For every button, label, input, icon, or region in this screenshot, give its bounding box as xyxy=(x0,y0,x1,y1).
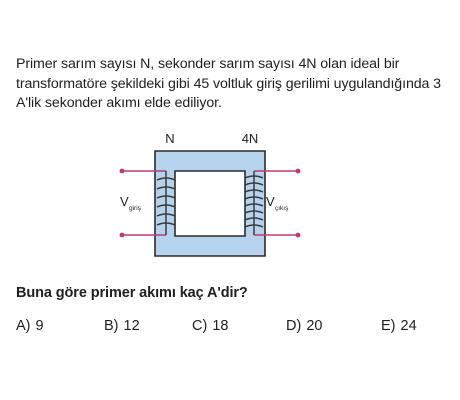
option-a[interactable] xyxy=(16,318,44,334)
option-d-label: D) xyxy=(286,318,302,334)
input-voltage-symbol: V xyxy=(120,194,129,209)
output-voltage-symbol: V xyxy=(266,194,275,209)
option-b[interactable] xyxy=(104,318,140,334)
question-prompt: Buna göre primer akımı kaç A'dir? xyxy=(16,285,248,301)
option-d[interactable] xyxy=(286,318,322,334)
option-a-label: A) xyxy=(16,318,31,334)
option-d-value: 20 xyxy=(306,318,323,334)
option-e[interactable] xyxy=(381,318,417,334)
input-voltage-subscript: giriş xyxy=(129,205,141,212)
option-a-value: 9 xyxy=(35,318,44,334)
secondary-turns-label: 4N xyxy=(241,131,259,146)
transformer-figure xyxy=(100,126,360,266)
option-e-value: 24 xyxy=(400,318,417,334)
option-c[interactable] xyxy=(192,318,228,334)
transformer-core xyxy=(155,151,265,256)
question-text: Primer sarım sayısı N, sekonder sarım sayısı 4N olan ideal bir transformatöre şekildeki gibi 45 voltluk giriş gerilimi uygulandığında 3 A'lik sekonder akımı elde ediliyor. xyxy=(16,56,441,111)
option-e-label: E) xyxy=(381,318,396,334)
option-b-value: 12 xyxy=(123,318,140,334)
option-c-label: C) xyxy=(192,318,208,334)
option-b-label: B) xyxy=(104,318,119,334)
output-voltage-subscript: çıkış xyxy=(275,205,289,212)
option-c-value: 18 xyxy=(212,318,229,334)
primary-turns-label: N xyxy=(165,131,175,146)
